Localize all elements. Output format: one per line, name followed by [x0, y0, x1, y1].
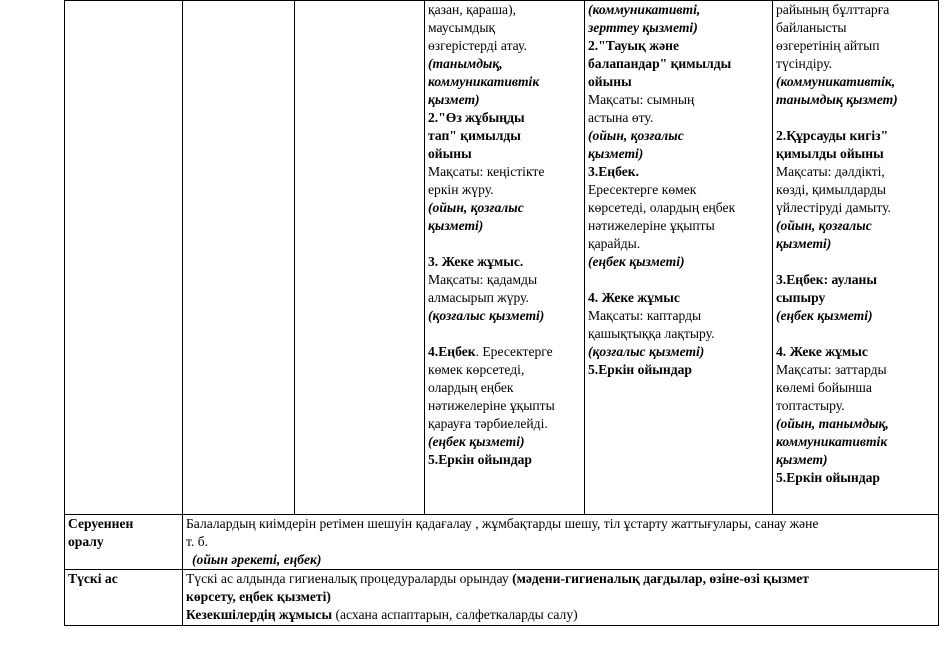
text-line: (еңбек қызметі)	[428, 434, 525, 449]
content-line: көрсету, еңбек қызметі)	[186, 589, 331, 604]
text-line: тап" қимылды	[428, 128, 521, 143]
row-label: Түскі ас	[65, 570, 183, 626]
text-line: 5.Еркін ойындар	[776, 470, 880, 485]
row-content	[183, 515, 939, 570]
content-line: Балалардың киімдерін ретімен шешуін қадағалау , жұмбақтарды шешу, тіл ұстарту жаттығулары, санау және	[186, 516, 819, 531]
text-line: (танымдық,	[428, 56, 503, 71]
text-line: қашықтыққа лақтыру.	[588, 326, 715, 341]
text-line: (ойын, қозғалыс	[776, 218, 872, 233]
text-line: қазан, қараша),	[428, 2, 517, 17]
cell-day-4	[425, 1, 585, 515]
text-line: Мақсаты: кеңістікте	[428, 164, 545, 179]
text-line: (еңбек қызметі)	[776, 308, 873, 323]
text-line: қимылды ойыны	[776, 146, 884, 161]
text-line: Мақсаты: каптарды	[588, 308, 702, 323]
cell-day-6	[773, 1, 939, 515]
text-line: 4. Жеке жұмыс	[776, 344, 868, 359]
row-label	[65, 515, 183, 570]
text-line: Мақсаты: қадамды	[428, 272, 538, 287]
text-line: түсіндіру.	[776, 56, 832, 71]
text-line: 5.Еркін ойындар	[588, 362, 692, 377]
text-line: нәтижелеріне ұқыпты	[428, 398, 555, 413]
text-line: қызмет)	[776, 452, 828, 467]
text-line: қызметі)	[588, 146, 644, 161]
blank-line	[776, 253, 935, 271]
text-line: еркін жүру.	[428, 182, 494, 197]
document-page	[64, 0, 938, 626]
cell-empty-3	[295, 1, 425, 515]
text-line: Ересектерге көмек	[588, 182, 697, 197]
text-line: коммуникативтік	[776, 434, 888, 449]
row-label-line: Серуеннен	[68, 516, 134, 531]
cell-empty-1	[65, 1, 183, 515]
blank-line	[776, 109, 935, 127]
text-line: 5.Еркін ойындар	[428, 452, 532, 467]
text-line: көмек көрсетеді,	[428, 362, 525, 377]
content-bold: (мәдени-гигиеналық дағдылар, өзіне-өзі қызмет	[512, 571, 809, 586]
content-text: Түскі ас алдында гигиеналық процедураларды орындау	[186, 571, 513, 586]
blank-line	[428, 325, 581, 343]
text-line: (қозғалыс қызметі)	[588, 344, 705, 359]
text-line: Мақсаты: сымның	[588, 92, 695, 107]
text-line: Мақсаты: дәлдікті,	[776, 164, 885, 179]
text-line: 4. Жеке жұмыс	[588, 290, 680, 305]
text-line: сыпыру	[776, 290, 826, 305]
text-line: (ойын, қозғалыс	[588, 128, 684, 143]
text-line: танымдық қызмет)	[776, 92, 898, 107]
text-line: 3.Еңбек.	[588, 164, 639, 179]
text-line: қызметі)	[428, 218, 484, 233]
text-line: 2."Өз жұбыңды	[428, 110, 525, 125]
cell-empty-2	[183, 1, 295, 515]
text-line: 3.Еңбек: ауланы	[776, 272, 877, 287]
lunch-row	[65, 570, 939, 626]
text-line: (еңбек қызметі)	[588, 254, 685, 269]
text-line: ойыны	[588, 74, 632, 89]
text-line: көлемі бойынша	[776, 380, 872, 395]
text-line: қарауға тәрбиелейді.	[428, 416, 548, 431]
return-from-walk-row	[65, 515, 939, 570]
text-line: 2.Құрсауды кигіз"	[776, 128, 889, 143]
text-line: нәтижелеріне ұқыпты	[588, 218, 715, 233]
text-line: райының бұлттарға	[776, 2, 890, 17]
text-line: өзгерістерді атау.	[428, 38, 527, 53]
text-line: астына өту.	[588, 110, 654, 125]
content-line	[186, 570, 935, 588]
text-line: топтастыру.	[776, 398, 845, 413]
text-line: қарайды.	[588, 236, 641, 251]
text-line: коммуникативтік	[428, 74, 540, 89]
text-line: үйлестіруді дамыту.	[776, 200, 891, 215]
blank-line	[588, 271, 769, 289]
row-content	[183, 570, 939, 626]
blank-line	[776, 325, 935, 343]
text-line: олардың еңбек	[428, 380, 514, 395]
row-label-line: оралу	[68, 534, 104, 549]
text-line: ойыны	[428, 146, 472, 161]
text-line: (коммуникативті,	[588, 2, 701, 17]
duty-text: (асхана аспаптарын, салфеткаларды салу)	[332, 607, 578, 622]
duty-label: Кезекшілердің жұмысы	[186, 607, 333, 622]
content-line	[186, 606, 935, 624]
text-line: (ойын, танымдық,	[776, 416, 889, 431]
text-line: өзгеретінің айтып	[776, 38, 880, 53]
text-line	[428, 343, 581, 361]
text-line: алмасырып жүру.	[428, 290, 529, 305]
text-line: балапандар" қимылды	[588, 56, 732, 71]
cell-day-5	[585, 1, 773, 515]
content-line: т. б.	[186, 534, 209, 549]
text-line: қызметі)	[776, 236, 832, 251]
text-bold: 4.Еңбек	[428, 344, 476, 359]
text-line: көзді, қимылдарды	[776, 182, 887, 197]
text-line: қызмет)	[428, 92, 480, 107]
text-line: маусымдық	[428, 20, 496, 35]
text-line: зерттеу қызметі)	[588, 20, 698, 35]
text-line: 2."Тауық және	[588, 38, 679, 53]
text-line: Мақсаты: заттарды	[776, 362, 887, 377]
activity-row	[65, 1, 939, 515]
text-line: (қозғалыс қызметі)	[428, 308, 545, 323]
blank-line	[428, 235, 581, 253]
text-line: 3. Жеке жұмыс.	[428, 254, 524, 269]
text-normal: . Ересектерге	[475, 344, 553, 359]
text-line: (коммуникативтік,	[776, 74, 896, 89]
text-line: көрсетеді, олардың еңбек	[588, 200, 736, 215]
text-line: байланысты	[776, 20, 847, 35]
text-line: (ойын, қозғалыс	[428, 200, 524, 215]
schedule-table	[64, 0, 939, 626]
activity-note: (ойын әрекеті, еңбек)	[192, 552, 322, 567]
